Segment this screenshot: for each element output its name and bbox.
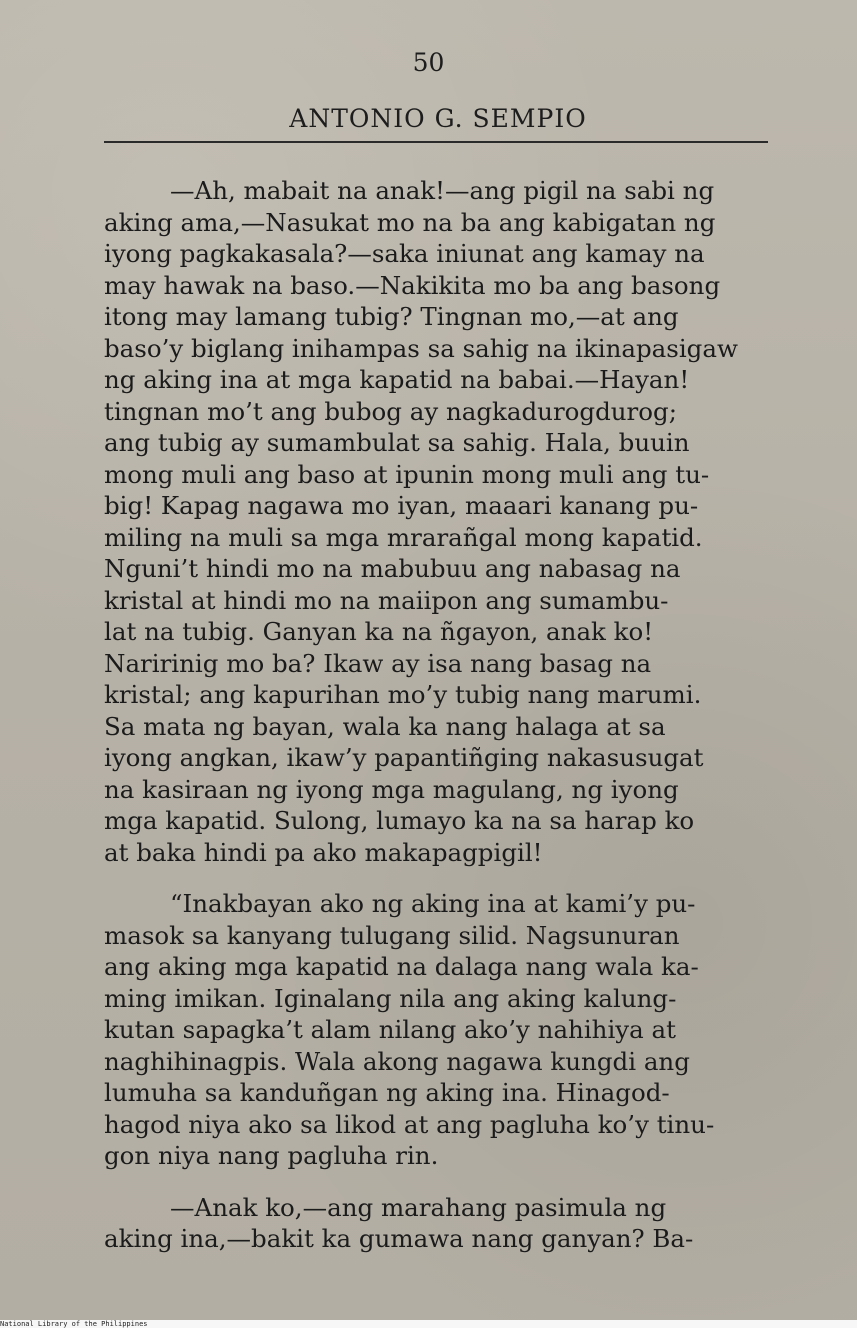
text-line: gon niya nang pagluha rin.: [104, 1141, 439, 1170]
text-line: at baka hindi pa ako makapagpigil!: [104, 837, 543, 867]
paragraph: [104, 888, 764, 1172]
text-line: aking ama,—Nasukat mo na ba ang kabigatan ng: [104, 207, 716, 237]
text-line: itong may lamang tubig? Tingnan mo,—at ang: [104, 302, 679, 331]
text-line: ming imikan. Iginalang nila ang aking kalung-: [104, 983, 677, 1013]
text-line: aking ina,—bakit ka gumawa nang ganyan? Ba-: [104, 1224, 694, 1253]
text-line: lumuha sa kanduñgan ng aking ina. Hinagod-: [104, 1078, 670, 1107]
text-line: ng aking ina at mga kapatid na babai.—Hayan!: [104, 365, 690, 394]
text-line: baso’y biglang inihampas sa sahig na ikinapasigaw: [104, 333, 738, 363]
text-line: tingnan mo’t ang bubog ay nagkadurogdurog;: [104, 396, 677, 426]
text-line: ang tubig ay sumambulat sa sahig. Hala, buuin: [104, 428, 690, 457]
text-line: —Ah, mabait na anak!—ang pigil na sabi ng: [170, 176, 715, 205]
text-line: naghihinagpis. Wala akong nagawa kungdi ang: [104, 1046, 690, 1076]
header-rule: [104, 141, 768, 143]
page-number: 50: [412, 48, 445, 77]
text-line: —Anak ko,—ang marahang pasimula ng: [170, 1192, 667, 1222]
text-line: Nguni’t hindi mo na mabubuu ang nabasag na: [104, 554, 681, 583]
text-line: kutan sapagka’t alam nilang ako’y nahihiya at: [104, 1015, 676, 1044]
text-line: na kasiraan ng iyong mga magulang, ng iyong: [104, 774, 679, 804]
text-line: lat na tubig. Ganyan ka na ñgayon, anak ko!: [104, 617, 654, 646]
text-line: ang aking mga kapatid na dalaga nang wala ka-: [104, 952, 699, 981]
text-line: iyong angkan, ikaw’y papantiñging nakasusugat: [104, 743, 704, 772]
text-line: mga kapatid. Sulong, lumayo ka na sa harap ko: [104, 806, 695, 835]
text-line: mong muli ang baso at ipunin mong muli ang tu-: [104, 459, 710, 489]
text-line: iyong pagkakasala?—saka iniunat ang kamay na: [104, 239, 705, 268]
paragraph: [104, 175, 764, 868]
text-line: big! Kapag nagawa mo iyan, maaari kanang pu-: [104, 491, 699, 520]
text-line: hagod niya ako sa likod at ang pagluha ko’y tinu-: [104, 1109, 715, 1139]
text-line: kristal; ang kapurihan mo’y tubig nang marumi.: [104, 680, 702, 709]
text-line: Naririnig mo ba? Ikaw ay isa nang basag na: [104, 648, 652, 678]
text-line: “Inakbayan ako ng aking ina at kami’y pu-: [170, 889, 696, 918]
body-text: [104, 175, 764, 1255]
text-line: Sa mata ng bayan, wala ka nang halaga at sa: [104, 711, 666, 741]
paragraph: [104, 1192, 764, 1255]
text-line: miling na muli sa mga mrarañgal mong kapatid.: [104, 522, 703, 552]
text-line: masok sa kanyang tulugang silid. Nagsunuran: [104, 920, 680, 950]
footer-credit: National Library of the Philippines: [0, 1320, 148, 1328]
text-line: kristal at hindi mo na maiipon ang sumambu-: [104, 585, 669, 615]
running-head: ANTONIO G. SEMPIO: [289, 104, 587, 133]
text-line: may hawak na baso.—Nakikita mo ba ang basong: [104, 270, 721, 300]
